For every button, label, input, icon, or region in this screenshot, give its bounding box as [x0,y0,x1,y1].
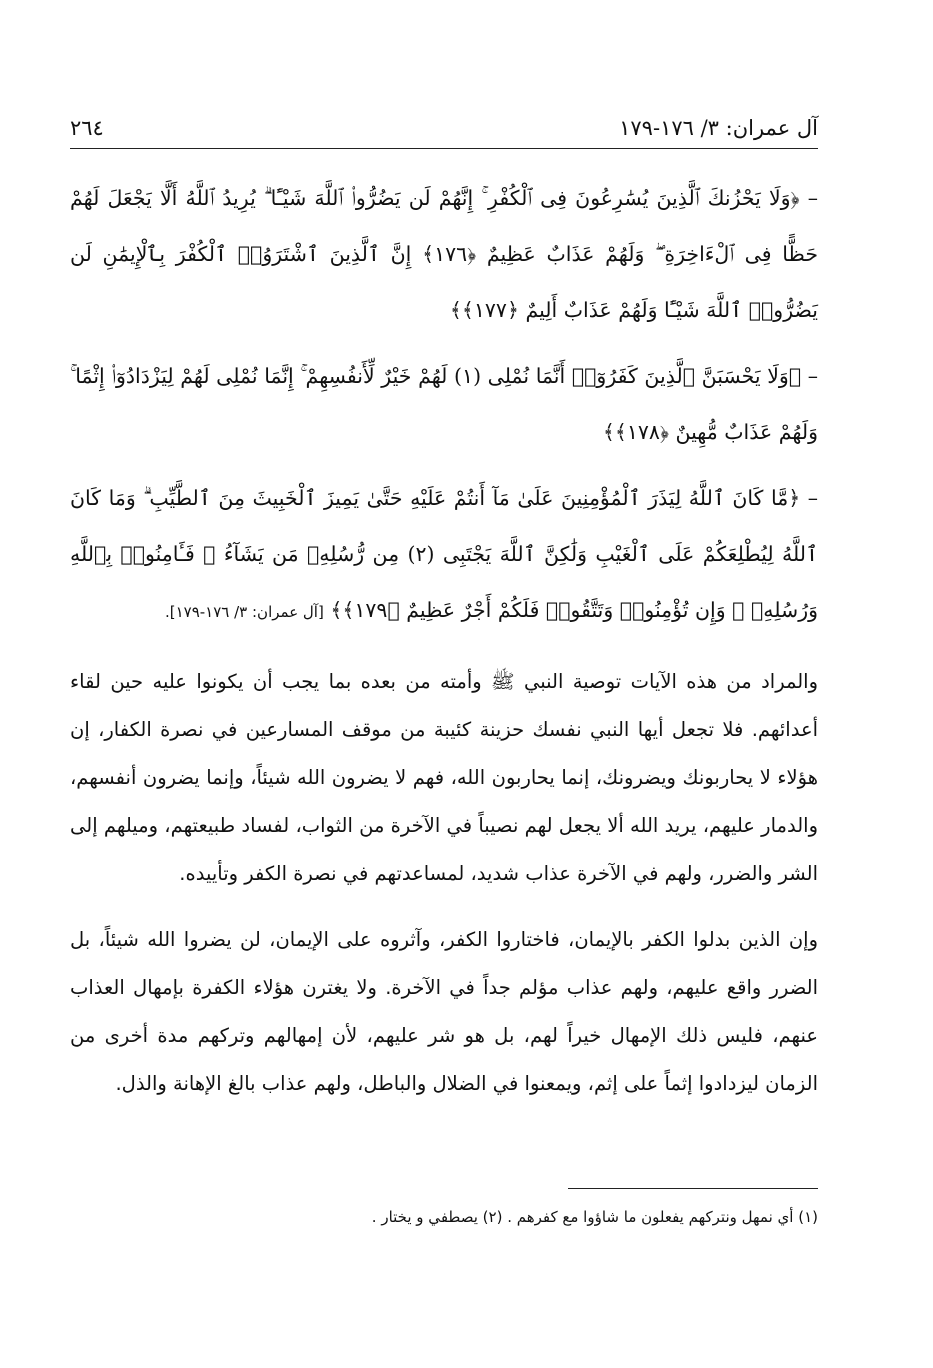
footnote-divider [568,1188,818,1189]
commentary-paragraph: وإن الذين بدلوا الكفر بالإيمان، فاختاروا الكفر، وآثروه على الإيمان، لن يضروا الله شيئاً، بل الضرر واقع عليهم، ولهم عذاب مؤلم جداً في الآخرة. ولا يغترن هؤلاء الكفرة بإمهال العذاب عنهم، فليس ذلك الإمهال خيراً لهم، بل هو شر عليهم، لأن إمهالهم وتركهم مدة أخرى من الزمان ليزدادوا إثماً على إثم، ويمعنوا في الضلال والباطل، ولهم عذاب بالغ الإهانة والذل. [70,928,818,1095]
running-title: آل عمران: ٣/ ١٧٦-١٧٩ [619,116,818,140]
page-header [70,112,818,149]
page-content [70,170,818,1122]
verse-text: – ﴿وَلَا يَحْسَبَنَّ ٱلَّذِينَ كَفَرُوٓا۟ أَنَّمَا نُمْلِى (١) لَهُمْ خَيْرٌ لِّأَنفُسِهِمْ ۚ إِنَّمَا نُمْلِى لَهُمْ لِيَزْدَادُوٓا۟ إِثْمًا ۚ وَلَهُمْ عَذَابٌ مُّهِينٌ ﴿١٧٨﴾﴾ [70,364,818,444]
quran-verse-block [70,470,818,640]
quran-verse-block [70,348,818,460]
page-number: ٢٦٤ [70,116,104,140]
footnotes: (١) أي نمهل ونتركهم يفعلون ما شاؤوا مع كفرهم . (٢) يصطفي و يختار . [371,1208,818,1226]
verse-text: – ﴿وَلَا يَحْزُنكَ ٱلَّذِينَ يُسَٰرِعُونَ فِى ٱلْكُفْرِ ۚ إِنَّهُمْ لَن يَضُرُّوا۟ ٱللَّهَ شَيْـًٔا ۗ يُرِيدُ ٱللَّهُ أَلَّا يَجْعَلَ لَهُمْ حَظًّا فِى ٱلْءَاخِرَةِ ۖ وَلَهُمْ عَذَابٌ عَظِيمٌ ﴿١٧٦﴾ إِنَّ ٱلَّذِينَ ٱشْتَرَوُا۟ ٱلْكُفْرَ بِٱلْإِيمَٰنِ لَن يَضُرُّوا۟ ٱللَّهَ شَيْـًٔا وَلَهُمْ عَذَابٌ أَلِيمٌ ﴿١٧٧﴾﴾ [70,186,818,322]
verse-reference: [آل عمران: ٣/ ١٧٦-١٧٩]. [164,603,324,621]
verse-text: – ﴿مَّا كَانَ ٱللَّهُ لِيَذَرَ ٱلْمُؤْمِنِينَ عَلَىٰ مَآ أَنتُمْ عَلَيْهِ حَتَّىٰ يَمِيزَ ٱلْخَبِيثَ مِنَ ٱلطَّيِّبِ ۗ وَمَا كَانَ ٱللَّهُ لِيُطْلِعَكُمْ عَلَى ٱلْغَيْبِ وَلَٰكِنَّ ٱللَّهَ يَجْتَبِى (٢) مِن رُّسُلِهِۦ مَن يَشَآءُ ۖ فَـَٔامِنُوا۟ بِٱللَّهِ وَرُسُلِهِۦ ۚ وَإِن تُؤْمِنُوا۟ وَتَتَّقُوا۟ فَلَكُمْ أَجْرٌ عَظِيمٌ ﴿١٧٩﴾﴾ [70,486,818,622]
quran-verse-block [70,170,818,338]
commentary-paragraph: والمراد من هذه الآيات توصية النبي ﷺ وأمته من بعده بما يجب أن يكونوا عليه حين لقاء أعدائهم. فلا تجعل أيها النبي نفسك حزينة كئيبة من موقف المسارعين في نصرة الكفار، إن هؤلاء لا يحاربونك ويضرونك، إنما يحاربون الله، فهم لا يضرون الله شيئاً، وإنما يضرون أنفسهم، والدمار عليهم، يريد الله ألا يجعل لهم نصيباً في الآخرة من الثواب، لفساد طبيعتهم، وميلهم إلى الشر والضرر، ولهم في الآخرة عذاب شديد، لمساعدتهم في نصرة الكفر وتأييده. [70,670,818,885]
